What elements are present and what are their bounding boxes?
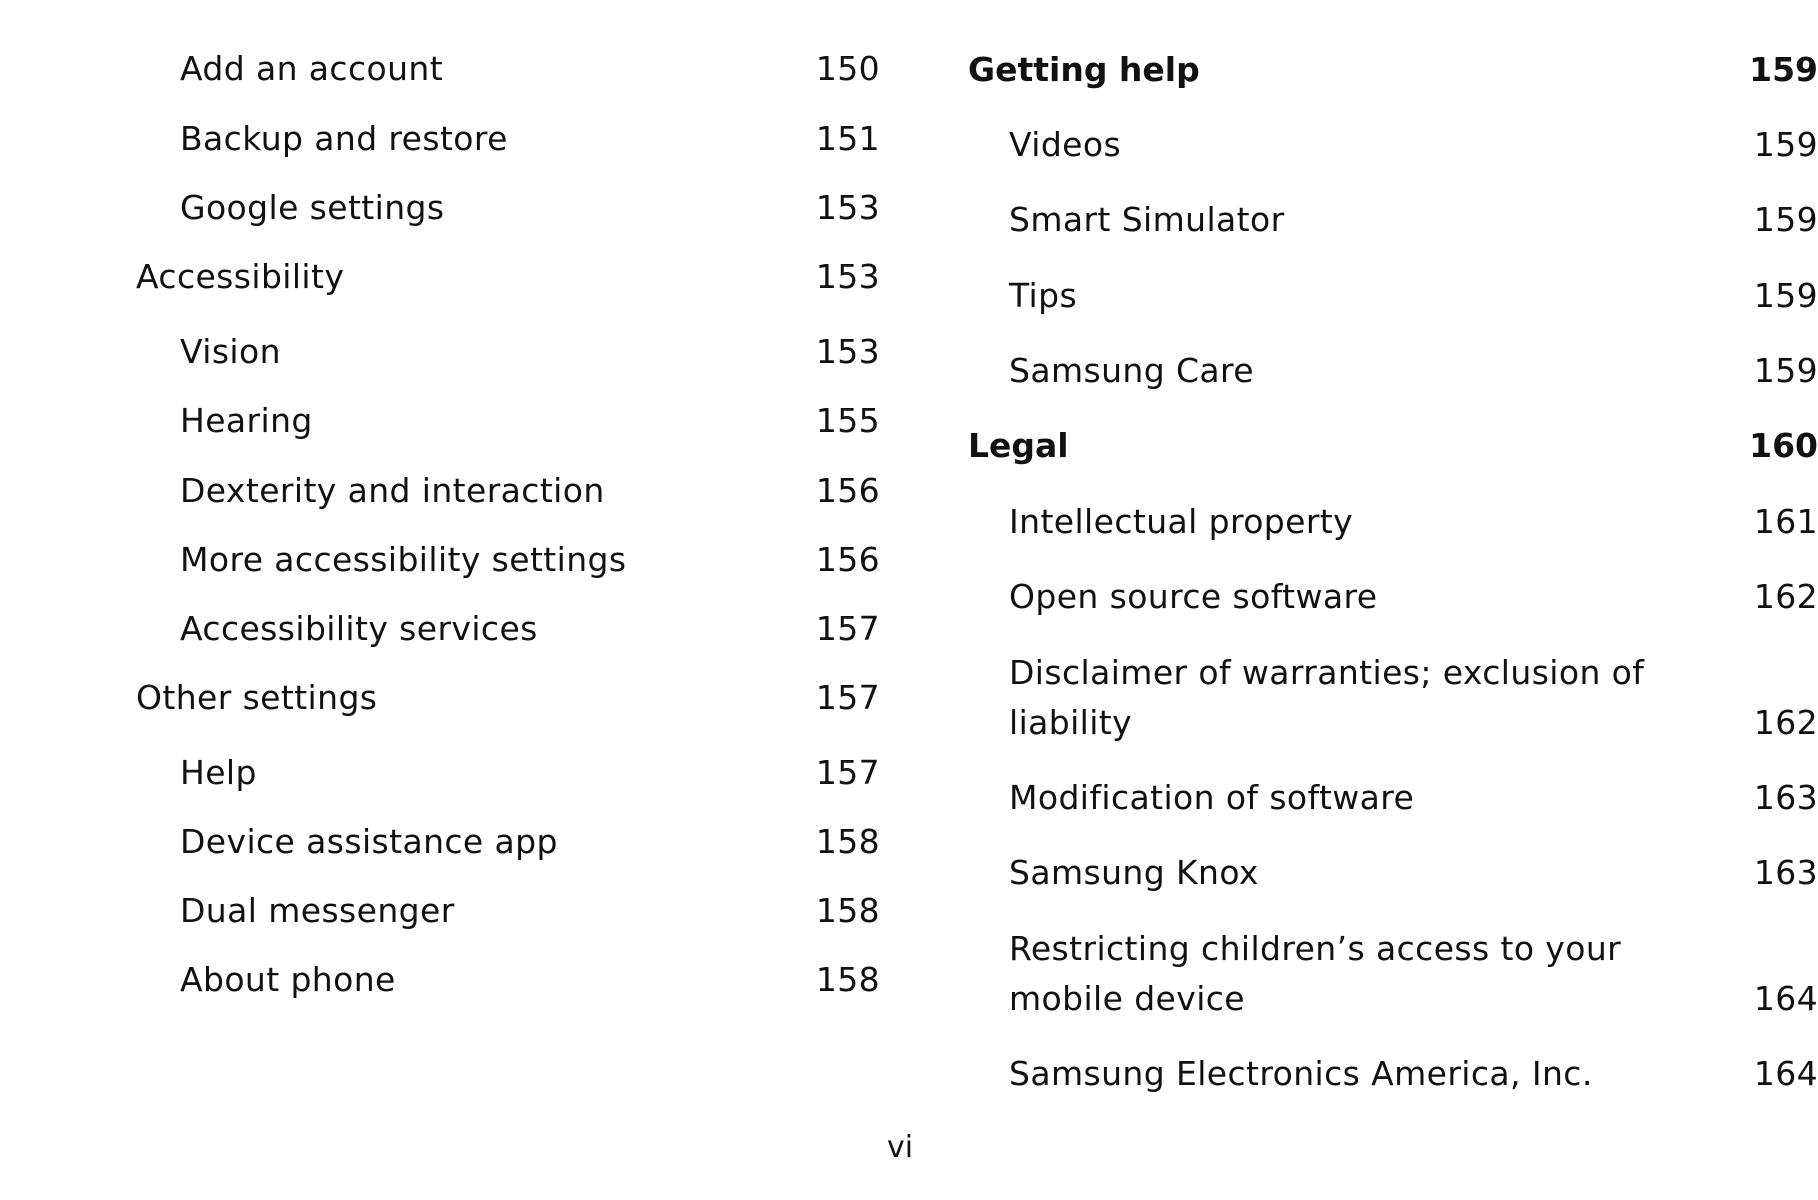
- toc-entry-page: 159: [1753, 200, 1818, 239]
- toc-entry-page: 157: [815, 678, 880, 717]
- toc-entry-page: 153: [815, 257, 880, 296]
- toc-entry-label: Tips: [1009, 276, 1078, 315]
- toc-entry-label: About phone: [180, 960, 396, 999]
- toc-entry-page: 150: [815, 49, 880, 88]
- toc-entry-label: Legal: [968, 426, 1069, 465]
- toc-entry-disclaimer-of-warranties[interactable]: [1009, 648, 1818, 748]
- toc-entry-label: Other settings: [136, 678, 378, 717]
- toc-entry-page: 157: [815, 753, 880, 792]
- toc-entry-label: Modification of software: [1009, 778, 1415, 817]
- toc-entry-label: Accessibility: [136, 257, 345, 296]
- toc-entry-restricting-childrens-access[interactable]: [1009, 924, 1818, 1024]
- toc-entry-page: 155: [815, 401, 880, 440]
- toc-entry-label: Samsung Knox: [1009, 853, 1259, 892]
- toc-entry-label: Accessibility services: [180, 609, 538, 648]
- toc-entry-page: 158: [815, 891, 880, 930]
- toc-entry-page: 164: [1753, 979, 1818, 1018]
- toc-entry-page: 161: [1753, 502, 1818, 541]
- toc-entry-page: 162: [1753, 703, 1818, 742]
- toc-entry-label: Getting help: [968, 50, 1200, 89]
- toc-entry-page: 156: [815, 540, 880, 579]
- toc-entry-label: Smart Simulator: [1009, 200, 1285, 239]
- toc-entry-page: 163: [1753, 853, 1818, 892]
- toc-entry-page: 151: [815, 119, 880, 158]
- toc-entry-label: Restricting children’s access to your mobile device: [1009, 929, 1622, 1018]
- toc-entry-page: 153: [815, 188, 880, 227]
- page-number: vi: [886, 1130, 914, 1165]
- toc-entry-page: 159: [1753, 276, 1818, 315]
- toc-entry-page: 160: [1749, 426, 1818, 465]
- toc-entry-label: Device assistance app: [180, 822, 558, 861]
- toc-entry-page: 164: [1753, 1054, 1818, 1093]
- toc-entry-label: Open source software: [1009, 577, 1378, 616]
- toc-entry-page: 157: [815, 609, 880, 648]
- toc-entry-label: Google settings: [180, 188, 445, 227]
- toc-entry-label: Dexterity and interaction: [180, 471, 605, 510]
- toc-entry-label: Intellectual property: [1009, 502, 1354, 541]
- toc-entry-label: Samsung Care: [1009, 351, 1254, 390]
- toc-entry-page: 153: [815, 332, 880, 371]
- toc-entry-label: Dual messenger: [180, 891, 455, 930]
- toc-entry-page: 159: [1749, 50, 1818, 89]
- toc-entry-label: Backup and restore: [180, 119, 508, 158]
- toc-entry-label: Help: [180, 753, 257, 792]
- toc-entry-label: Add an account: [180, 49, 444, 88]
- toc-entry-page: 158: [815, 822, 880, 861]
- toc-entry-page: 159: [1753, 125, 1818, 164]
- toc-entry-label: Disclaimer of warranties; exclusion of liability: [1009, 653, 1645, 742]
- toc-entry-page: 156: [815, 471, 880, 510]
- toc-entry-label: Vision: [180, 332, 281, 371]
- toc-entry-label: Videos: [1009, 125, 1122, 164]
- toc-entry-page: 162: [1753, 577, 1818, 616]
- toc-entry-label: Samsung Electronics America, Inc.: [1009, 1054, 1593, 1093]
- toc-entry-page: 158: [815, 960, 880, 999]
- toc-entry-page: 159: [1753, 351, 1818, 390]
- toc-entry-label: Hearing: [180, 401, 313, 440]
- toc-entry-label: More accessibility settings: [180, 540, 627, 579]
- toc-entry-page: 163: [1753, 778, 1818, 817]
